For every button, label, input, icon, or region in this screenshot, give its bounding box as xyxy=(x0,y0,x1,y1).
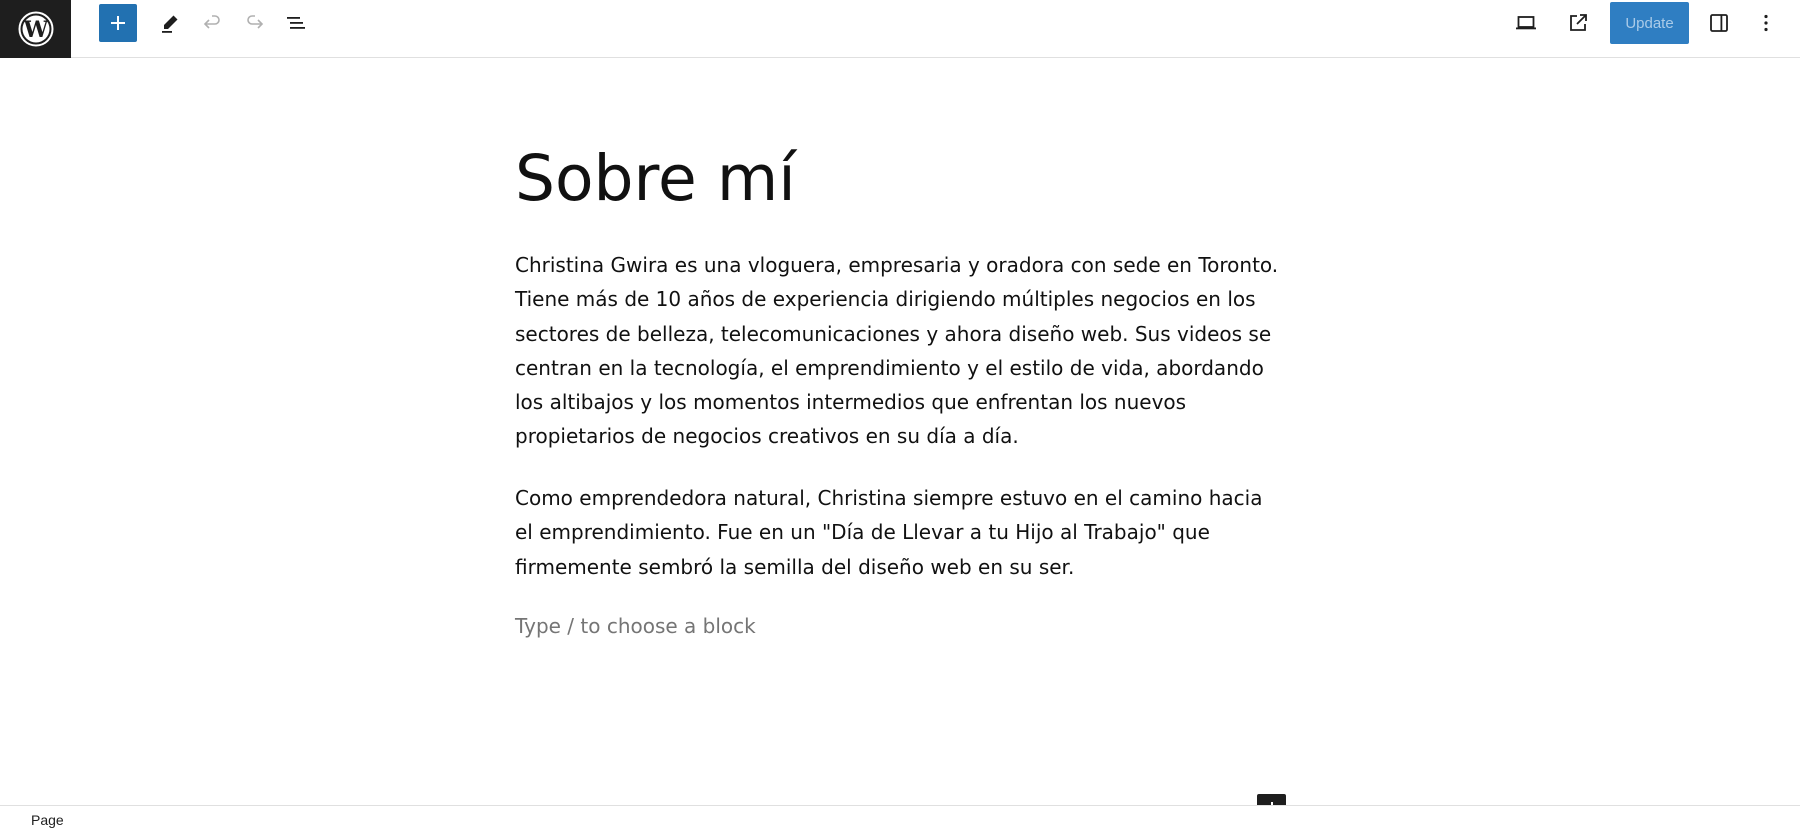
external-link-icon xyxy=(1566,11,1590,35)
editor-canvas xyxy=(0,59,1800,805)
block-inserter-toggle[interactable] xyxy=(99,4,137,42)
options-button[interactable] xyxy=(1748,4,1784,42)
view-page-button[interactable] xyxy=(1559,4,1597,42)
paragraph-block[interactable]: Como emprendedora natural, Christina siempre estuvo en el camino hacia el emprendimiento. Fue en un "Día de Llevar a tu Hijo al Trabajo" que firmemente sembró la semilla del diseño web en su ser. xyxy=(515,486,1263,579)
editor-footer xyxy=(0,805,1800,833)
redo-icon xyxy=(243,11,267,35)
settings-button[interactable] xyxy=(1700,4,1738,42)
undo-icon xyxy=(200,11,224,35)
undo-button[interactable] xyxy=(194,4,230,42)
paragraph-block[interactable]: Christina Gwira es una vloguera, empresaria y oradora con sede en Toronto. Tiene más de 10 años de experiencia dirigiendo múltiples negocios en los sectores de belleza, telecomunicaciones y ahora diseño web. Sus videos se centran en la tecnología, el emprendimiento y el estilo de vida, abordando los altibajos y los momentos intermedios que enfrentan los nuevos propietarios de negocios creativos en su día a día. xyxy=(515,253,1279,449)
page-title[interactable]: Sobre mí xyxy=(515,142,796,215)
editor-header xyxy=(0,0,1800,58)
preview-button[interactable] xyxy=(1507,4,1545,42)
wordpress-logo-icon xyxy=(18,11,54,47)
wordpress-logo-button[interactable] xyxy=(0,0,71,58)
pencil-icon xyxy=(158,11,182,35)
sidebar-toggle-icon xyxy=(1707,11,1731,35)
kebab-menu-icon xyxy=(1754,11,1778,35)
breadcrumb[interactable]: Page xyxy=(31,812,64,828)
svg-text:W: W xyxy=(23,17,48,43)
list-view-button[interactable] xyxy=(278,4,314,42)
block-placeholder[interactable]: Type / to choose a block xyxy=(515,614,756,638)
update-button[interactable]: Update xyxy=(1610,2,1689,44)
redo-button[interactable] xyxy=(237,4,273,42)
list-view-icon xyxy=(284,11,308,35)
plus-icon xyxy=(108,13,128,33)
desktop-preview-icon xyxy=(1514,11,1538,35)
tools-button[interactable] xyxy=(152,4,188,42)
